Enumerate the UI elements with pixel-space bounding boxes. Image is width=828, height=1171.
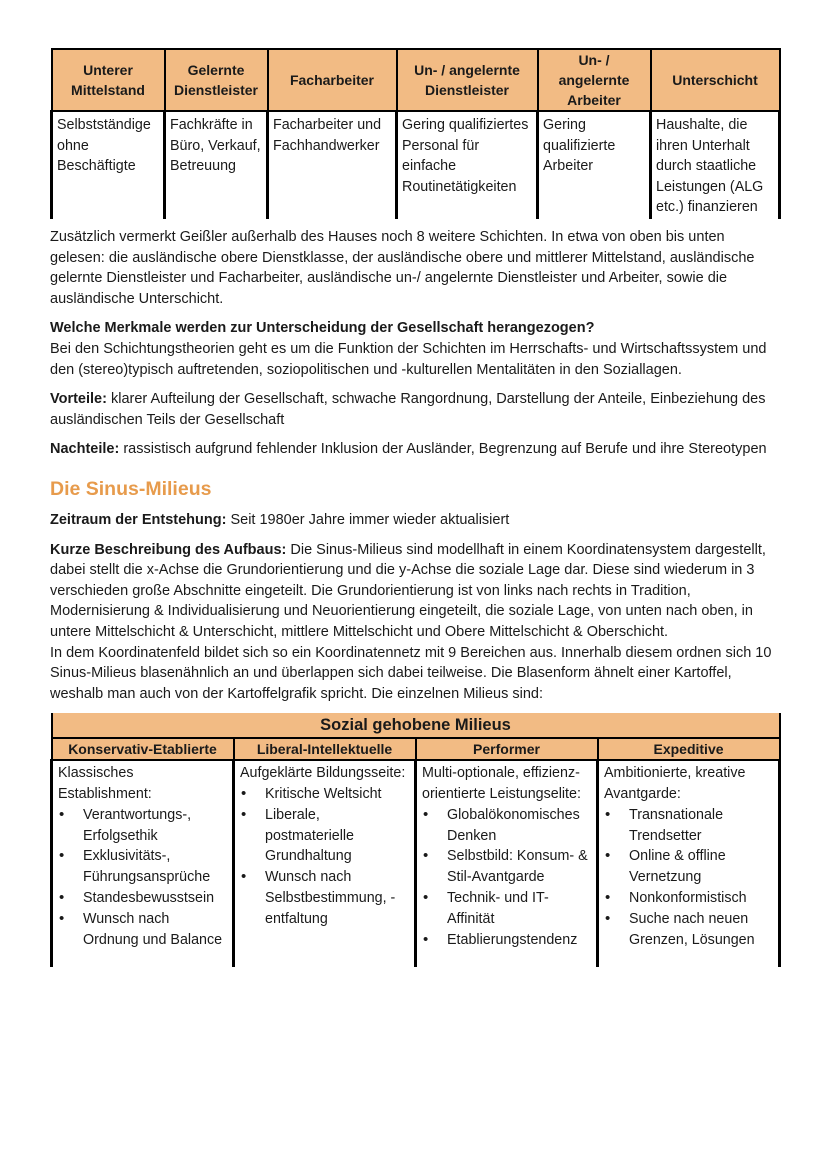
list-item: • Globalökonomisches Denken xyxy=(447,805,591,847)
milieu-bullets xyxy=(240,784,409,930)
milieu-cell-expeditive xyxy=(598,760,780,967)
zeitraum-paragraph xyxy=(50,510,778,531)
table-header: Performer xyxy=(416,738,598,760)
table-cell: Gering qualifiziertes Personal für einfache Routinetätigkeiten xyxy=(397,111,538,219)
list-item: • Kritische Weltsicht xyxy=(265,784,409,805)
milieus-table-title: Sozial gehobene Milieus xyxy=(52,713,780,738)
aufbau-paragraph xyxy=(50,540,778,705)
merkmale-question: Welche Merkmale werden zur Unterscheidung der Gesellschaft herangezogen? xyxy=(50,320,595,337)
list-item: • Wunsch nach Selbstbestimmung, -entfaltung xyxy=(265,867,409,929)
vorteile-paragraph xyxy=(50,389,778,430)
milieu-cell-konservativ xyxy=(52,760,234,967)
zeitraum-text: Seit 1980er Jahre immer wieder aktualisiert xyxy=(226,511,510,528)
milieu-intro: Ambitionierte, kreative Avantgarde: xyxy=(604,765,746,803)
list-item: • Technik- und IT-Affinität xyxy=(447,888,591,930)
vorteile-text: klarer Aufteilung der Gesellschaft, schwache Rangordnung, Darstellung der Anteile, Einbeziehung des ausländischen Teils der Gesellschaft xyxy=(50,391,766,428)
table-cell: Fachkräfte in Büro, Verkauf, Betreuung xyxy=(165,111,268,219)
zeitraum-label: Zeitraum der Entstehung: xyxy=(50,511,227,528)
aufbau-label: Kurze Beschreibung des Aufbaus: xyxy=(50,541,287,558)
table-row xyxy=(52,111,780,219)
milieu-intro: Multi-optionale, effizienz-orientierte Leistungselite: xyxy=(422,765,581,803)
aufbau-text: Die Sinus-Milieus sind modellhaft in einem Koordinatensystem dargestellt, dabei stellt die x-Achse die Grundorientierung und die y-Achse die soziale Lage dar. Diese sind wiederum in 3 verschieden große Abschnitte eingeteilt. Die Grundorientierung ist von links nach rechts in Tradition, Modernisierung & Individualisierung und Neuorientierung eingeteilt, die soziale Lage, von unten nach oben, in untere Mittelschicht & Unterschicht, mittlere Mittelschicht und Obere Mittelschicht & Oberschicht. xyxy=(50,541,766,640)
milieu-cell-performer xyxy=(416,760,598,967)
table-header: Gelernte Dienstleister xyxy=(165,49,268,111)
table-header: Konservativ-Etablierte xyxy=(52,738,234,760)
list-item: • Online & offline Vernetzung xyxy=(629,846,773,888)
table-cell: Haushalte, die ihren Unterhalt durch staatliche Leistungen (ALG etc.) finanzieren xyxy=(651,111,780,219)
merkmale-section xyxy=(50,318,778,380)
vorteile-label: Vorteile: xyxy=(50,391,107,408)
table-cell: Gering qualifizierte Arbeiter xyxy=(538,111,651,219)
aufbau-text-2: In dem Koordinatenfeld bildet sich so ein Koordinatennetz mit 9 Bereichen aus. Innerhalb diesem ordnen sich 10 Sinus-Milieus blasenähnlich an und überlappen sich dabei teilweise. Die Blasenform ähnelt einer Kartoffel, weshalb man auch von der Kartoffelgrafik spricht. Die einzelnen Milieus sind: xyxy=(50,644,772,702)
list-item: • Etablierungstendenz xyxy=(447,930,591,951)
list-item: • Verantwortungs-, Erfolgsethik xyxy=(83,805,227,847)
schichten-table xyxy=(50,48,781,219)
milieus-table xyxy=(50,713,781,967)
table-row xyxy=(52,760,780,967)
milieu-bullets xyxy=(604,805,773,951)
list-item: • Standesbewusstsein xyxy=(83,888,227,909)
intro-paragraph: Zusätzlich vermerkt Geißler außerhalb des Hauses noch 8 weitere Schichten. In etwa von oben bis unten gelesen: die ausländische obere Dienstklasse, der ausländische obere und mittlerer Mittelstand, ausländische gelernte Dienstleister und Facharbeiter, ausländische un-/ angelernte Dienstleister und Arbeiter, sowie die ausländische Unterschicht. xyxy=(50,229,755,307)
document-page xyxy=(50,48,778,967)
list-item: • Suche nach neuen Grenzen, Lösungen xyxy=(629,909,773,951)
table-header: Liberal-Intellektuelle xyxy=(234,738,416,760)
nachteile-label: Nachteile: xyxy=(50,441,120,458)
list-item: • Wunsch nach Ordnung und Balance xyxy=(83,909,227,951)
milieu-intro: Aufgeklärte Bildungsseite: xyxy=(240,765,406,782)
milieu-bullets xyxy=(422,805,591,951)
list-item: • Nonkonformistisch xyxy=(629,888,773,909)
list-item: • Transnationale Trendsetter xyxy=(629,805,773,847)
nachteile-text: rassistisch aufgrund fehlender Inklusion der Ausländer, Begrenzung auf Berufe und ihre Stereotypen xyxy=(119,441,767,458)
table-header: Un- / angelernte Dienstleister xyxy=(397,49,538,111)
merkmale-answer: Bei den Schichtungstheorien geht es um die Funktion der Schichten im Herrschafts- und Wirtschaftssystem und den (stereo)typisch auftretenden, soziopolitischen und -kulturellen Mentalitäten in den Soziallagen. xyxy=(50,340,767,378)
milieu-intro: Klassisches Establishment: xyxy=(58,765,152,803)
section-heading: Die Sinus-Milieus xyxy=(50,477,212,500)
table-header: Expeditive xyxy=(598,738,780,760)
table-header: Unterschicht xyxy=(651,49,780,111)
milieu-bullets xyxy=(58,805,227,951)
nachteile-paragraph xyxy=(50,439,778,460)
list-item: • Exklusivitäts-, Führungsansprüche xyxy=(83,846,227,888)
milieu-cell-liberal xyxy=(234,760,416,967)
list-item: • Selbstbild: Konsum- & Stil-Avantgarde xyxy=(447,846,591,888)
list-item: • Liberale, postmaterielle Grundhaltung xyxy=(265,805,409,867)
table-header: Facharbeiter xyxy=(268,49,397,111)
table-cell: Facharbeiter und Fachhandwerker xyxy=(268,111,397,219)
table-cell: Selbstständige ohne Beschäftigte xyxy=(52,111,165,219)
table-header: Unterer Mittelstand xyxy=(52,49,165,111)
table-header: Un- / angelernte Arbeiter xyxy=(538,49,651,111)
